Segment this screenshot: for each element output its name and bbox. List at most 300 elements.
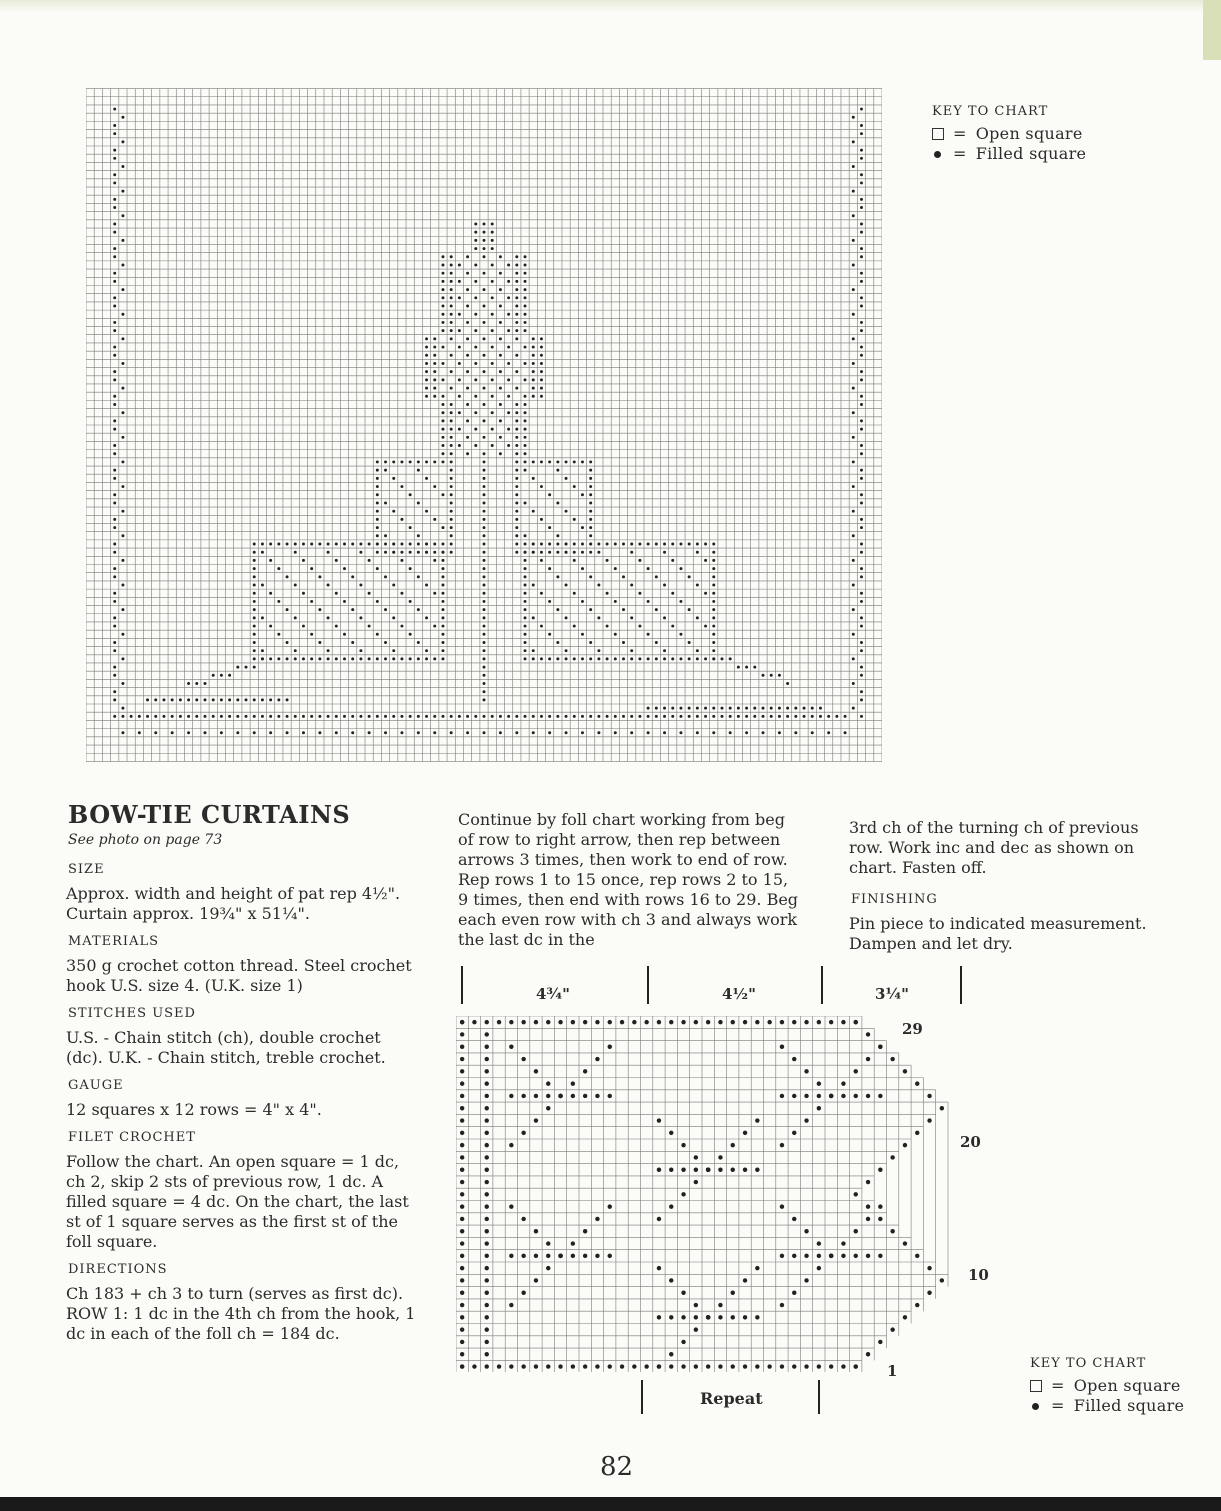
- filled-square: [466, 452, 469, 455]
- filled-square: [860, 715, 863, 718]
- filled-square: [669, 1278, 673, 1282]
- filled-square: [302, 731, 305, 734]
- filled-square: [532, 337, 535, 340]
- filled-square: [712, 625, 715, 628]
- filled-square: [712, 592, 715, 595]
- filled-square: [450, 387, 453, 390]
- filled-square: [804, 1229, 808, 1233]
- filled-square: [384, 551, 387, 554]
- filled-square: [450, 428, 453, 431]
- filled-square: [515, 387, 518, 390]
- filled-square: [595, 1020, 599, 1024]
- filled-square: [121, 411, 124, 414]
- filled-square: [583, 1094, 587, 1098]
- filled-square: [770, 715, 773, 718]
- filled-square: [614, 600, 617, 603]
- filled-square: [524, 551, 527, 554]
- filled-square: [441, 321, 444, 324]
- filled-square: [704, 657, 707, 660]
- filled-square: [253, 575, 256, 578]
- filled-square: [532, 395, 535, 398]
- filled-square: [113, 346, 116, 349]
- filled-square: [583, 1020, 587, 1024]
- filled-square: [458, 444, 461, 447]
- filled-square: [524, 264, 527, 267]
- measure-divider: [461, 966, 463, 1004]
- filled-square: [655, 715, 658, 718]
- filled-square: [485, 1204, 489, 1208]
- filled-square: [515, 354, 518, 357]
- filled-square: [483, 715, 486, 718]
- filled-square: [450, 551, 453, 554]
- filled-square: [509, 1045, 513, 1049]
- filled-square: [376, 600, 379, 603]
- filled-square: [521, 1057, 525, 1061]
- filled-square: [302, 715, 305, 718]
- filled-square: [852, 190, 855, 193]
- filled-square: [681, 1168, 685, 1172]
- filled-square: [852, 633, 855, 636]
- filled-square: [521, 1364, 525, 1368]
- filled-square: [681, 1340, 685, 1344]
- filled-square: [657, 1266, 661, 1270]
- repeat-marker-left: [641, 1380, 643, 1414]
- filled-square: [860, 600, 863, 603]
- filled-square: [171, 731, 174, 734]
- filled-square: [780, 1303, 784, 1307]
- filled-square: [154, 731, 157, 734]
- key-filled-row: [932, 144, 1086, 164]
- filled-square: [589, 575, 592, 578]
- filled-square: [515, 485, 518, 488]
- filled-square: [657, 1020, 661, 1024]
- filled-square: [318, 543, 321, 546]
- filled-square: [704, 559, 707, 562]
- filled-square: [663, 657, 666, 660]
- filled-square: [474, 296, 477, 299]
- filled-square: [597, 616, 600, 619]
- filled-square: [458, 329, 461, 332]
- filled-square: [630, 657, 633, 660]
- filled-square: [450, 518, 453, 521]
- filled-square: [860, 370, 863, 373]
- filled-square: [277, 698, 280, 701]
- filled-square: [540, 657, 543, 660]
- filled-square: [113, 272, 116, 275]
- filled-square: [860, 231, 863, 234]
- filled-square: [804, 1254, 808, 1258]
- filled-square: [532, 370, 535, 373]
- filled-square: [261, 616, 264, 619]
- filled-square: [608, 1204, 612, 1208]
- filled-square: [483, 682, 486, 685]
- filled-square: [546, 1241, 550, 1245]
- filled-square: [647, 633, 650, 636]
- filled-square: [524, 633, 527, 636]
- filled-square: [524, 280, 527, 283]
- filled-square: [466, 255, 469, 258]
- filled-square: [762, 674, 765, 677]
- filled-square: [441, 346, 444, 349]
- filled-square: [852, 485, 855, 488]
- filled-square: [854, 1094, 858, 1098]
- filled-square: [721, 715, 724, 718]
- filled-square: [712, 543, 715, 546]
- filled-square: [671, 625, 674, 628]
- filled-square: [524, 436, 527, 439]
- filled-square: [524, 559, 527, 562]
- filled-square: [310, 567, 313, 570]
- filled-square: [441, 419, 444, 422]
- filled-square: [483, 460, 486, 463]
- filled-square: [669, 1364, 673, 1368]
- filled-square: [121, 190, 124, 193]
- filled-square: [556, 641, 559, 644]
- filled-square: [485, 1364, 489, 1368]
- filled-square: [712, 584, 715, 587]
- filled-square: [392, 460, 395, 463]
- filled-square: [441, 657, 444, 660]
- filled-square: [565, 460, 568, 463]
- filled-square: [524, 321, 527, 324]
- filled-square: [450, 452, 453, 455]
- filled-square: [483, 543, 486, 546]
- gauge-heading: GAUGE: [68, 1078, 124, 1093]
- filled-square: [450, 264, 453, 267]
- filled-square: [204, 698, 207, 701]
- filled-square: [425, 510, 428, 513]
- filled-square: [261, 698, 264, 701]
- filled-square: [515, 444, 518, 447]
- filled-square: [310, 715, 313, 718]
- measure-divider: [821, 966, 823, 1004]
- filled-square: [376, 493, 379, 496]
- filled-square: [671, 715, 674, 718]
- filled-square: [860, 206, 863, 209]
- filled-square: [565, 731, 568, 734]
- filled-square: [731, 1315, 735, 1319]
- filled-square: [532, 510, 535, 513]
- filled-square: [474, 362, 477, 365]
- filled-square: [915, 1081, 919, 1085]
- filled-square: [854, 1020, 858, 1024]
- filled-square: [113, 674, 116, 677]
- filled-square: [441, 313, 444, 316]
- filled-square: [718, 1168, 722, 1172]
- filled-square: [458, 264, 461, 267]
- filled-square: [460, 1192, 464, 1196]
- filled-square: [474, 378, 477, 381]
- filled-square: [753, 715, 756, 718]
- filled-square: [376, 526, 379, 529]
- filled-square: [630, 551, 633, 554]
- filled-square: [852, 116, 855, 119]
- filled-square: [409, 493, 412, 496]
- filled-square: [318, 641, 321, 644]
- filled-square: [755, 1020, 759, 1024]
- filled-square: [458, 280, 461, 283]
- filled-square: [606, 592, 609, 595]
- filled-square: [817, 1081, 821, 1085]
- filled-square: [187, 682, 190, 685]
- filled-square: [694, 1180, 698, 1184]
- filled-square: [622, 543, 625, 546]
- filled-square: [327, 657, 330, 660]
- filled-square: [474, 239, 477, 242]
- filled-square: [441, 362, 444, 365]
- filled-square: [228, 674, 231, 677]
- filled-square: [485, 1020, 489, 1024]
- filled-square: [556, 575, 559, 578]
- filled-square: [460, 1057, 464, 1061]
- filled-square: [866, 1254, 870, 1258]
- filled-square: [491, 444, 494, 447]
- filled-square: [890, 1155, 894, 1159]
- filled-square: [540, 551, 543, 554]
- filled-square: [507, 362, 510, 365]
- filled-square: [425, 649, 428, 652]
- filled-square: [597, 551, 600, 554]
- filled-square: [712, 608, 715, 611]
- filled-square: [450, 444, 453, 447]
- filled-square: [663, 707, 666, 710]
- filled-square: [712, 600, 715, 603]
- filled-square: [261, 657, 264, 660]
- filled-square: [770, 674, 773, 677]
- filled-square: [524, 313, 527, 316]
- filled-square: [521, 1254, 525, 1258]
- filled-square: [499, 337, 502, 340]
- filled-square: [583, 1254, 587, 1258]
- filled-square: [841, 1094, 845, 1098]
- filled-square: [499, 288, 502, 291]
- filled-square: [694, 1168, 698, 1172]
- filled-square: [400, 592, 403, 595]
- filled-square: [524, 444, 527, 447]
- filled-square: [491, 239, 494, 242]
- filled-square: [458, 378, 461, 381]
- filled-square: [804, 1020, 808, 1024]
- filled-square: [417, 608, 420, 611]
- filled-square: [491, 231, 494, 234]
- key-open-label: Open square: [975, 124, 1083, 143]
- filled-square: [286, 641, 289, 644]
- filled-square: [573, 592, 576, 595]
- filled-square: [583, 1069, 587, 1073]
- filled-square: [817, 1254, 821, 1258]
- filled-square: [780, 1020, 784, 1024]
- filled-square: [860, 543, 863, 546]
- filled-square: [718, 1315, 722, 1319]
- filled-square: [565, 649, 568, 652]
- filled-square: [556, 608, 559, 611]
- filled-square: [228, 698, 231, 701]
- materials-text: 350 g crochet cotton thread. Steel crochet hook U.S. size 4. (U.K. size 1): [66, 956, 412, 995]
- filled-square: [450, 510, 453, 513]
- filled-square: [854, 1364, 858, 1368]
- filled-square: [483, 608, 486, 611]
- filled-square: [852, 608, 855, 611]
- filled-square: [121, 337, 124, 340]
- filled-square: [852, 682, 855, 685]
- filled-square: [113, 173, 116, 176]
- filled-square: [253, 584, 256, 587]
- filled-square: [644, 1020, 648, 1024]
- row-label-1: 1: [887, 1362, 898, 1380]
- filled-square: [450, 419, 453, 422]
- filled-square: [236, 698, 239, 701]
- filled-square: [113, 255, 116, 258]
- filled-square: [376, 534, 379, 537]
- filled-square: [351, 608, 354, 611]
- filled-square: [558, 1364, 562, 1368]
- filled-square: [663, 551, 666, 554]
- filled-square: [860, 616, 863, 619]
- filled-square: [515, 452, 518, 455]
- filled-square: [483, 616, 486, 619]
- filled-square: [485, 1168, 489, 1172]
- filled-square: [581, 633, 584, 636]
- filled-square: [509, 1204, 513, 1208]
- filled-square: [712, 567, 715, 570]
- filled-square: [335, 657, 338, 660]
- filled-square: [778, 674, 781, 677]
- filled-square: [630, 649, 633, 652]
- filled-square: [860, 149, 863, 152]
- filled-square: [589, 715, 592, 718]
- filled-square: [433, 485, 436, 488]
- filled-square: [647, 731, 650, 734]
- filled-square: [852, 584, 855, 587]
- filled-square: [286, 575, 289, 578]
- filled-square: [485, 1106, 489, 1110]
- filled-square: [483, 674, 486, 677]
- filled-square: [606, 559, 609, 562]
- filled-square: [780, 1143, 784, 1147]
- filled-square: [368, 731, 371, 734]
- filled-square: [743, 1168, 747, 1172]
- filled-square: [614, 633, 617, 636]
- filled-square: [458, 428, 461, 431]
- filled-square: [491, 280, 494, 283]
- filled-square: [688, 715, 691, 718]
- filled-square: [466, 370, 469, 373]
- filled-square: [755, 1266, 759, 1270]
- filled-square: [302, 559, 305, 562]
- filled-square: [483, 354, 486, 357]
- filled-square: [630, 715, 633, 718]
- filled-square: [269, 731, 272, 734]
- filled-square: [195, 698, 198, 701]
- filled-square: [318, 575, 321, 578]
- filled-square: [712, 633, 715, 636]
- filled-square: [236, 731, 239, 734]
- filled-square: [731, 1364, 735, 1368]
- filled-square: [762, 707, 765, 710]
- filled-square: [573, 559, 576, 562]
- filled-square: [524, 378, 527, 381]
- filled-square: [778, 715, 781, 718]
- filled-square: [548, 715, 551, 718]
- filled-square-icon: [934, 151, 941, 158]
- filled-square: [571, 1364, 575, 1368]
- filled-square: [485, 1340, 489, 1344]
- filled-square: [450, 501, 453, 504]
- filled-square: [483, 452, 486, 455]
- filled-square: [433, 460, 436, 463]
- filled-square: [515, 280, 518, 283]
- filled-square: [532, 584, 535, 587]
- filled-square: [524, 649, 527, 652]
- filled-square: [171, 715, 174, 718]
- filled-square: [483, 666, 486, 669]
- filled-square: [483, 559, 486, 562]
- filled-square: [220, 715, 223, 718]
- filled-square: [696, 715, 699, 718]
- filled-square: [515, 460, 518, 463]
- filled-square: [679, 600, 682, 603]
- filled-square: [121, 715, 124, 718]
- filled-square: [113, 649, 116, 652]
- filled-square: [657, 1168, 661, 1172]
- filled-square: [146, 698, 149, 701]
- filled-square: [681, 1192, 685, 1196]
- filled-square: [860, 403, 863, 406]
- filled-square: [515, 264, 518, 267]
- filled-square: [548, 493, 551, 496]
- filled-square: [474, 313, 477, 316]
- filled-square: [515, 313, 518, 316]
- filled-square: [113, 419, 116, 422]
- filled-square: [433, 395, 436, 398]
- filled-square: [433, 715, 436, 718]
- filled-square: [113, 280, 116, 283]
- filled-square: [417, 460, 420, 463]
- filled-square: [113, 231, 116, 234]
- filled-square: [571, 1081, 575, 1085]
- filled-square: [712, 649, 715, 652]
- filled-square: [524, 419, 527, 422]
- filled-square: [460, 1118, 464, 1122]
- filled-square: [606, 657, 609, 660]
- filled-square: [483, 321, 486, 324]
- filled-square: [589, 526, 592, 529]
- filled-square: [762, 715, 765, 718]
- left-text-column: [62, 800, 422, 1352]
- filled-square: [509, 1303, 513, 1307]
- filled-square: [860, 625, 863, 628]
- filled-square: [466, 403, 469, 406]
- filled-square: [852, 214, 855, 217]
- filled-square: [425, 715, 428, 718]
- filled-square: [681, 1291, 685, 1295]
- filled-square: [335, 559, 338, 562]
- filled-square: [852, 559, 855, 562]
- filled-square: [409, 567, 412, 570]
- key-open-row: [932, 124, 1086, 144]
- filled-square: [113, 321, 116, 324]
- filled-square: [860, 419, 863, 422]
- filled-square: [507, 395, 510, 398]
- filled-square: [460, 1032, 464, 1036]
- filled-square: [606, 543, 609, 546]
- filled-square: [509, 1094, 513, 1098]
- gauge-text: 12 squares x 12 rows = 4" x 4".: [66, 1100, 322, 1119]
- filled-square: [622, 657, 625, 660]
- filled-square: [359, 584, 362, 587]
- filled-square: [121, 485, 124, 488]
- filled-square: [113, 124, 116, 127]
